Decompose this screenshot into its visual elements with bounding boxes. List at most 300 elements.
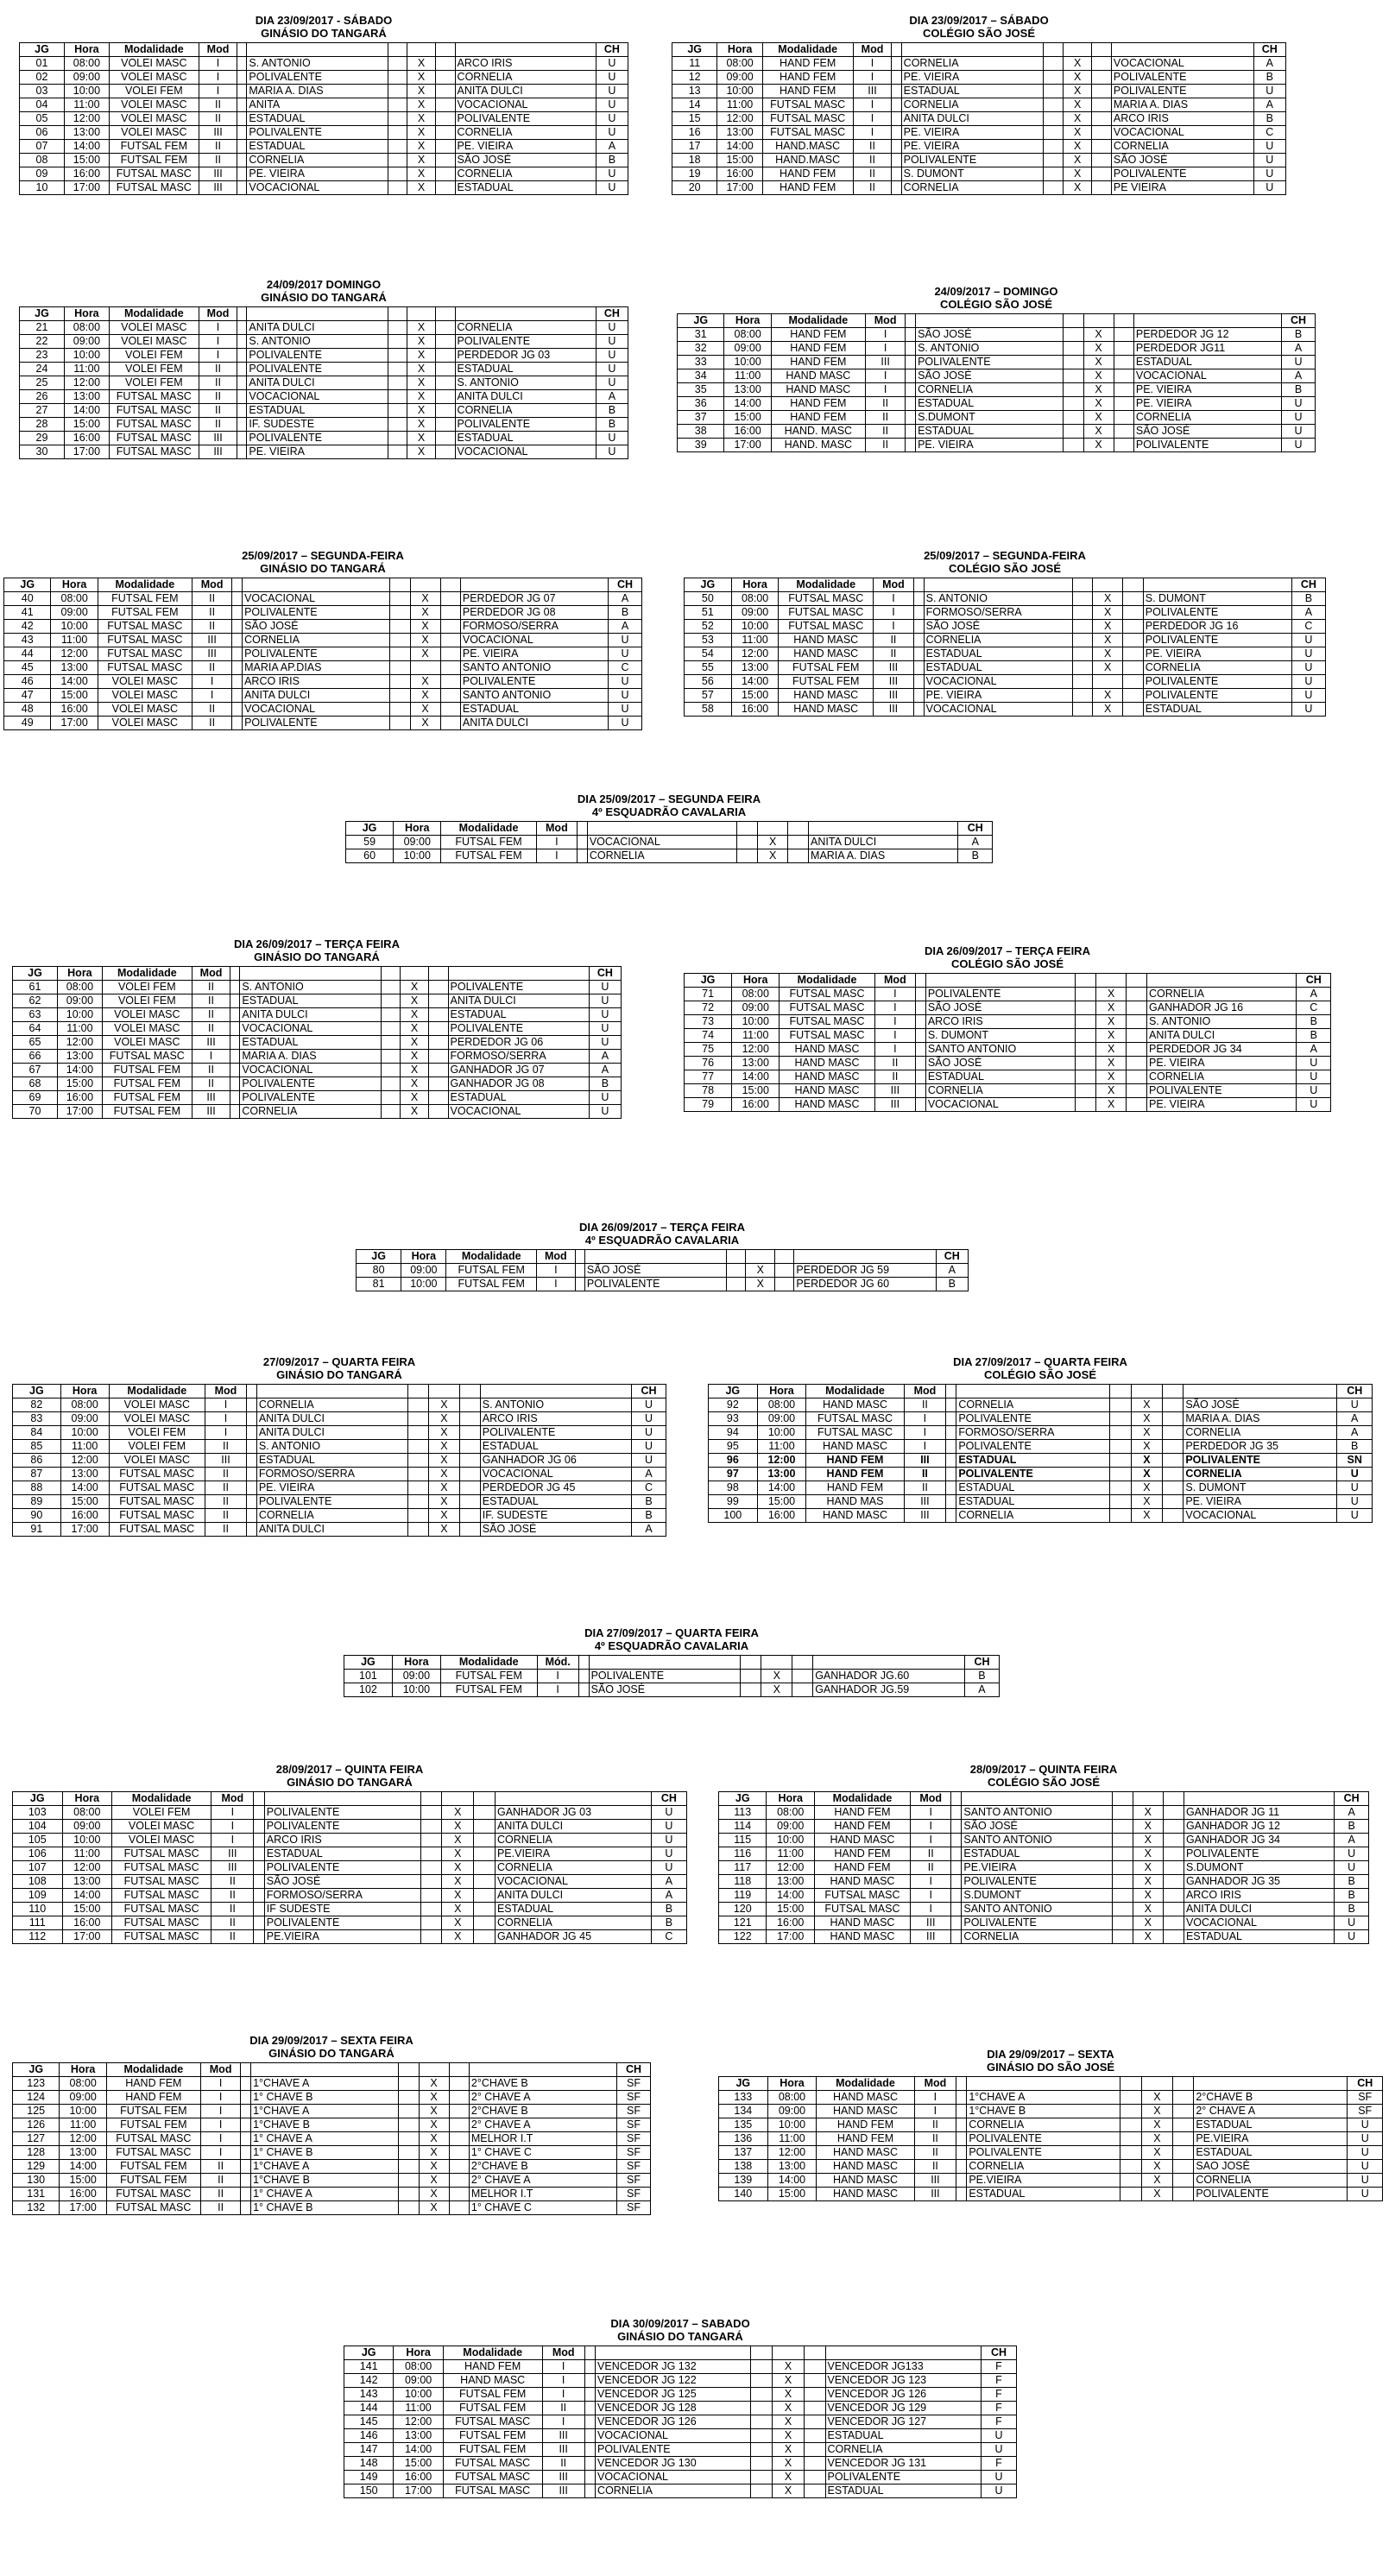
block-date-title: DIA 30/09/2017 – SABADO — [610, 2317, 750, 2330]
game-mod: I — [874, 988, 915, 1001]
spacer — [906, 439, 916, 452]
column-header-empty — [951, 1792, 962, 1806]
game-category: B — [589, 1077, 621, 1091]
game-mod: III — [192, 1036, 230, 1050]
game-category: A — [958, 836, 993, 849]
game-number: 42 — [4, 620, 51, 634]
game-mod: II — [874, 1070, 915, 1084]
spacer — [751, 2374, 773, 2388]
game-modality: FUTSAL MASC — [102, 1050, 192, 1064]
game-mod: III — [910, 1916, 951, 1930]
column-header: Hora — [767, 1792, 814, 1806]
team-home: POLIVALENTE — [901, 154, 1044, 167]
game-mod: II — [205, 1468, 247, 1481]
spacer — [1127, 1070, 1147, 1084]
team-home: POLIVALENTE — [916, 356, 1064, 369]
game-category: U — [1348, 2118, 1383, 2132]
spacer — [237, 57, 247, 71]
table-header-row — [4, 578, 642, 592]
game-modality: FUTSAL MASC — [98, 620, 192, 634]
game-modality: FUTSAL MASC — [806, 1412, 904, 1426]
column-header: Modalidade — [441, 822, 536, 836]
team-home: ESTADUAL — [240, 994, 381, 1008]
table-row — [709, 1454, 1373, 1468]
game-time: 08:00 — [51, 592, 98, 606]
spacer — [254, 1930, 264, 1944]
team-away: ANITA DULCI — [448, 994, 589, 1008]
game-time: 17:00 — [60, 2201, 106, 2215]
column-header-empty — [381, 967, 400, 981]
versus-mark: X — [1063, 98, 1092, 112]
game-number: 40 — [4, 592, 51, 606]
game-mod: I — [542, 2388, 584, 2402]
spacer — [241, 2174, 251, 2188]
game-modality: HAND FEM — [771, 411, 865, 425]
game-category: F — [981, 2388, 1016, 2402]
table-row — [678, 411, 1316, 425]
block-date-title: DIA 29/09/2017 – SEXTA — [987, 2048, 1114, 2061]
game-category: B — [1297, 1029, 1331, 1043]
table-row — [13, 1050, 622, 1064]
team-away: GANHADOR JG 16 — [1147, 1001, 1297, 1015]
game-modality: FUTSAL MASC — [112, 1847, 211, 1861]
game-time: 13:00 — [731, 661, 779, 675]
game-modality: FUTSAL FEM — [106, 2174, 200, 2188]
spacer — [1114, 411, 1133, 425]
game-number: 15 — [672, 112, 717, 126]
game-time: 12:00 — [51, 647, 98, 661]
schedule-table — [12, 966, 622, 1119]
game-time: 10:00 — [64, 85, 109, 98]
spacer — [1173, 2105, 1194, 2118]
game-time: 08:00 — [60, 2077, 106, 2091]
column-header-empty — [399, 2063, 419, 2077]
spacer — [892, 98, 901, 112]
spacer — [906, 425, 916, 439]
column-header: Modalidade — [806, 1385, 904, 1398]
column-header-empty — [587, 822, 736, 836]
table-row — [20, 363, 628, 376]
game-number: 145 — [344, 2415, 394, 2429]
game-number: 71 — [685, 988, 732, 1001]
game-modality: HAND MAS — [806, 1495, 904, 1509]
spacer — [1112, 1820, 1133, 1834]
spacer — [1064, 439, 1083, 452]
game-time: 10:00 — [732, 1015, 780, 1029]
table-row — [672, 126, 1286, 140]
spacer — [241, 2118, 251, 2132]
block-date-title: 28/09/2017 – QUINTA FEIRA — [275, 1763, 424, 1776]
game-modality: HAND FEM — [762, 71, 853, 85]
versus-mark: X — [1095, 1070, 1126, 1084]
game-time: 11:00 — [757, 1440, 806, 1454]
column-header: Hora — [57, 967, 102, 981]
spacer — [951, 1916, 962, 1930]
spacer — [727, 1264, 746, 1278]
schedule-block — [344, 1626, 1000, 1697]
block-venue-title: COLÉGIO SÃO JOSÉ — [948, 562, 1062, 575]
game-category: A — [1337, 1426, 1373, 1440]
game-number: 148 — [344, 2457, 394, 2471]
game-mod: II — [910, 1847, 951, 1861]
team-away: ESTADUAL — [1143, 703, 1291, 717]
team-home: ESTADUAL — [247, 140, 388, 154]
spacer — [232, 689, 243, 703]
game-number: 36 — [678, 397, 724, 411]
versus-mark: X — [400, 1064, 428, 1077]
game-number: 78 — [685, 1084, 732, 1098]
game-number: 17 — [672, 140, 717, 154]
spacer — [254, 1847, 264, 1861]
game-time: 12:00 — [394, 2415, 443, 2429]
table-row — [709, 1440, 1373, 1454]
game-category: U — [1335, 1916, 1369, 1930]
column-header-empty — [1143, 578, 1291, 592]
column-header: Mod — [874, 974, 915, 988]
team-away: ESTADUAL — [455, 432, 596, 445]
game-number: 140 — [719, 2188, 768, 2201]
versus-mark: X — [419, 2118, 449, 2132]
versus-mark: X — [400, 1036, 428, 1050]
team-away: ESTADUAL — [480, 1440, 631, 1454]
versus-mark: X — [773, 2415, 805, 2429]
game-time: 15:00 — [757, 1495, 806, 1509]
game-category: C — [1253, 126, 1285, 140]
team-home: 1° CHAVE B — [251, 2201, 399, 2215]
block-date-title: 24/09/2017 DOMINGO — [266, 278, 382, 291]
team-away: POLIVALENTE — [1111, 167, 1253, 181]
spacer — [1164, 1806, 1184, 1820]
game-modality: HAND MASC — [814, 1916, 910, 1930]
game-time: 08:00 — [60, 1398, 109, 1412]
spacer — [440, 620, 460, 634]
game-category: A — [1253, 98, 1285, 112]
table-row — [344, 2402, 1017, 2415]
game-category: B — [1253, 112, 1285, 126]
spacer — [916, 988, 926, 1001]
table-header-row — [344, 1656, 1000, 1670]
versus-mark: X — [407, 335, 435, 349]
team-away: PE. VIEIRA — [1147, 1057, 1297, 1070]
game-mod: II — [192, 620, 232, 634]
block-venue-title: GINÁSIO DO TANGARÁ — [261, 27, 387, 40]
game-mod: I — [200, 2132, 241, 2146]
game-category: SF — [1348, 2091, 1383, 2105]
spacer — [420, 1903, 442, 1916]
column-header: Mod — [199, 307, 237, 321]
game-time: 10:00 — [394, 849, 441, 863]
table-row — [13, 1440, 666, 1454]
team-away: VOCACIONAL — [460, 634, 608, 647]
versus-mark: X — [407, 321, 435, 335]
game-category: C — [651, 1930, 686, 1944]
team-away: ANITA DULCI — [455, 85, 596, 98]
column-header: Modalidade — [817, 2077, 914, 2091]
game-number: 136 — [719, 2132, 768, 2146]
spacer — [1123, 661, 1143, 675]
team-home: S. ANTONIO — [247, 57, 388, 71]
spacer — [913, 592, 924, 606]
column-header-empty — [1173, 2077, 1194, 2091]
game-mod: III — [914, 2188, 956, 2201]
game-number: 22 — [20, 335, 65, 349]
game-number: 69 — [13, 1091, 58, 1105]
game-modality: FUTSAL MASC — [109, 1481, 205, 1495]
game-number: 14 — [672, 98, 717, 112]
versus-mark: X — [1083, 342, 1114, 356]
versus-mark: X — [1141, 2132, 1172, 2146]
team-home: VOCACIONAL — [924, 675, 1072, 689]
team-home: ARCO IRIS — [264, 1834, 420, 1847]
game-mod: II — [192, 592, 232, 606]
team-away: ESTADUAL — [448, 1091, 589, 1105]
game-modality: HAND MASC — [814, 1834, 910, 1847]
spacer — [946, 1454, 956, 1468]
versus-mark: X — [442, 1930, 474, 1944]
versus-mark: X — [1131, 1468, 1162, 1481]
game-number: 115 — [719, 1834, 767, 1847]
table-row — [13, 1077, 622, 1091]
team-home: VOCACIONAL — [924, 703, 1072, 717]
spacer — [1173, 2160, 1194, 2174]
game-time: 17:00 — [767, 1930, 814, 1944]
game-category: A — [1297, 1043, 1331, 1057]
table-row — [678, 383, 1316, 397]
team-home: 1° CHAVE B — [251, 2146, 399, 2160]
spacer — [390, 689, 410, 703]
column-header-empty — [946, 1385, 956, 1398]
game-number: 99 — [709, 1495, 758, 1509]
spacer — [390, 634, 410, 647]
team-home: ANITA DULCI — [901, 112, 1044, 126]
game-time: 08:00 — [731, 592, 779, 606]
versus-mark: X — [1083, 369, 1114, 383]
team-home: POLIVALENTE — [589, 1670, 741, 1683]
spacer — [584, 2457, 595, 2471]
game-time: 13:00 — [60, 2146, 106, 2160]
column-header: Hora — [401, 1250, 446, 1264]
game-modality: VOLEI MASC — [109, 57, 199, 71]
game-number: 95 — [709, 1440, 758, 1454]
versus-mark: X — [1133, 1806, 1164, 1820]
versus-mark: X — [400, 1105, 428, 1119]
schedule-table — [684, 973, 1331, 1112]
spacer — [449, 2118, 469, 2132]
spacer — [1110, 1495, 1131, 1509]
game-mod: III — [873, 675, 913, 689]
game-mod: III — [874, 1098, 915, 1112]
spacer — [429, 1105, 448, 1119]
game-modality: FUTSAL MASC — [814, 1903, 910, 1916]
game-mod: III — [542, 2484, 584, 2498]
spacer — [804, 2471, 825, 2484]
table-row — [13, 1889, 687, 1903]
game-category: A — [632, 1523, 666, 1537]
game-time: 15:00 — [767, 1903, 814, 1916]
versus-mark: X — [1095, 1084, 1126, 1098]
game-number: 87 — [13, 1468, 61, 1481]
game-category: U — [651, 1834, 686, 1847]
spacer — [237, 363, 247, 376]
game-mod: II — [873, 647, 913, 661]
schedule-block — [672, 14, 1286, 195]
versus-mark: X — [1083, 411, 1114, 425]
game-mod: II — [199, 154, 237, 167]
versus-mark: X — [429, 1454, 460, 1468]
spacer — [804, 2402, 825, 2415]
table-row — [20, 181, 628, 195]
game-mod: II — [542, 2402, 584, 2415]
column-header: JG — [13, 1385, 61, 1398]
schedule-table — [718, 1791, 1369, 1944]
table-row — [20, 126, 628, 140]
team-away: POLIVALENTE — [1143, 606, 1291, 620]
table-row — [357, 1264, 969, 1278]
game-time: 09:00 — [60, 1412, 109, 1426]
game-modality: HAND MASC — [806, 1509, 904, 1523]
game-modality: FUTSAL MASC — [112, 1930, 211, 1944]
game-time: 11:00 — [60, 1440, 109, 1454]
spacer — [1076, 988, 1096, 1001]
team-away: CORNELIA — [1147, 1070, 1297, 1084]
game-number: 73 — [685, 1015, 732, 1029]
table-header-row — [13, 1385, 666, 1398]
spacer — [399, 2077, 419, 2091]
game-category: B — [1335, 1875, 1369, 1889]
game-mod: I — [200, 2091, 241, 2105]
column-header: JG — [672, 43, 717, 57]
game-number: 65 — [13, 1036, 58, 1050]
spacer — [1123, 675, 1143, 689]
team-away: FORMOSO/SERRA — [448, 1050, 589, 1064]
spacer — [436, 57, 455, 71]
spacer — [951, 1903, 962, 1916]
team-home: VOCACIONAL — [596, 2471, 751, 2484]
spacer — [254, 1806, 264, 1820]
game-time: 17:00 — [64, 181, 109, 195]
game-mod: II — [211, 1903, 254, 1916]
game-number: 110 — [13, 1903, 63, 1916]
game-mod: I — [537, 1683, 578, 1697]
spacer — [892, 167, 901, 181]
versus-mark: X — [419, 2146, 449, 2160]
spacer — [254, 1834, 264, 1847]
game-category: A — [1282, 342, 1316, 356]
game-mod: III — [904, 1454, 946, 1468]
table-row — [685, 703, 1326, 717]
table-row — [672, 85, 1286, 98]
column-header: JG — [719, 1792, 767, 1806]
column-header-empty — [1044, 43, 1063, 57]
game-number: 134 — [719, 2105, 768, 2118]
game-mod: III — [542, 2429, 584, 2443]
table-row — [4, 634, 642, 647]
table-row — [13, 1398, 666, 1412]
game-time: 10:00 — [757, 1426, 806, 1440]
team-away: 2° CHAVE A — [469, 2118, 616, 2132]
versus-mark: X — [429, 1509, 460, 1523]
game-time: 11:00 — [57, 1022, 102, 1036]
spacer — [1044, 57, 1063, 71]
versus-mark: X — [773, 2471, 805, 2484]
block-venue-title: 4º ESQUADRÃO CAVALARIA — [591, 805, 747, 818]
column-header-empty — [469, 2063, 616, 2077]
block-venue-title: COLÉGIO SÃO JOSÉ — [939, 298, 1053, 311]
game-category: A — [1335, 1834, 1369, 1847]
column-header: JG — [709, 1385, 758, 1398]
column-header-empty — [1184, 1385, 1337, 1398]
spacer — [751, 2484, 773, 2498]
spacer — [1044, 167, 1063, 181]
game-modality: HAND FEM — [762, 85, 853, 98]
column-header: JG — [357, 1250, 401, 1264]
spacer — [913, 620, 924, 634]
team-away: MARIA A. DIAS — [1111, 98, 1253, 112]
spacer — [1110, 1468, 1131, 1481]
game-modality: HAND FEM — [814, 1820, 910, 1834]
game-modality: FUTSAL MASC — [109, 1468, 205, 1481]
game-number: 76 — [685, 1057, 732, 1070]
game-mod: III — [874, 1084, 915, 1098]
game-time: 14:00 — [57, 1064, 102, 1077]
game-time: 09:00 — [64, 335, 109, 349]
team-home: POLIVALENTE — [247, 71, 388, 85]
versus-mark: X — [410, 647, 440, 661]
column-header: Mod — [904, 1385, 946, 1398]
game-number: 132 — [13, 2201, 60, 2215]
game-number: 58 — [685, 703, 732, 717]
block-date-title: DIA 23/09/2017 – SÁBADO — [909, 14, 1049, 27]
team-away: POLIVALENTE — [460, 675, 608, 689]
team-home: ESTADUAL — [916, 425, 1064, 439]
game-modality: HAND.MASC — [762, 140, 853, 154]
game-mod: II — [205, 1481, 247, 1495]
versus-mark: X — [1093, 689, 1123, 703]
spacer — [1076, 1098, 1096, 1112]
spacer — [241, 2105, 251, 2118]
game-modality: FUTSAL FEM — [779, 675, 874, 689]
spacer — [246, 1426, 256, 1440]
game-mod: III — [542, 2471, 584, 2484]
game-modality: HAND MASC — [780, 1043, 874, 1057]
game-mod: I — [874, 1043, 915, 1057]
spacer — [737, 836, 758, 849]
versus-mark: X — [400, 994, 428, 1008]
spacer — [436, 445, 455, 459]
spacer — [1123, 703, 1143, 717]
game-modality: HAND FEM — [817, 2132, 914, 2146]
table-row — [13, 1454, 666, 1468]
spacer — [1114, 397, 1133, 411]
team-home: PE. VIEIRA — [256, 1481, 407, 1495]
game-modality: FUTSAL MASC — [109, 445, 199, 459]
game-number: 127 — [13, 2132, 60, 2146]
table-row — [13, 1495, 666, 1509]
block-date-title: 28/09/2017 – QUINTA FEIRA — [969, 1763, 1118, 1776]
team-away: 2° CHAVE A — [469, 2174, 616, 2188]
versus-mark: X — [442, 1889, 474, 1903]
game-category: U — [596, 112, 628, 126]
table-row — [13, 1930, 687, 1944]
column-header-empty — [962, 1792, 1112, 1806]
spacer — [241, 2188, 251, 2201]
versus-mark: X — [407, 432, 435, 445]
game-mod: I — [874, 1029, 915, 1043]
game-time: 15:00 — [64, 418, 109, 432]
table-row — [4, 661, 642, 675]
versus-mark: X — [400, 1077, 428, 1091]
column-header-empty — [388, 307, 407, 321]
